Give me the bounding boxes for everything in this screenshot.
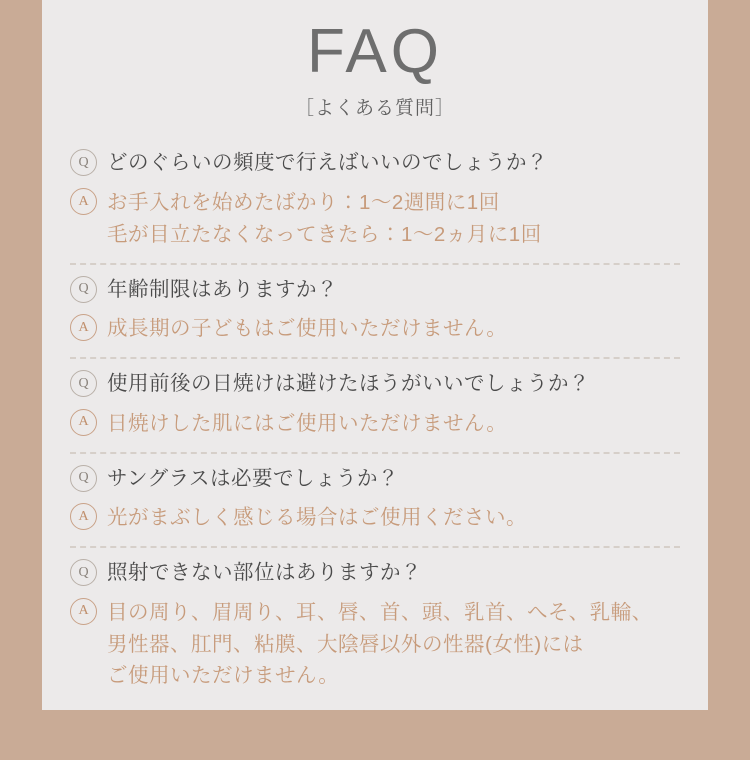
answer-badge-icon: A xyxy=(70,409,97,436)
faq-item xyxy=(70,359,680,454)
answer-badge-icon: A xyxy=(70,188,97,215)
faq-question-text: 年齢制限はありますか？ xyxy=(107,277,338,301)
faq-answer-text xyxy=(107,309,507,345)
faq-item xyxy=(70,265,680,360)
faq-answer-line: ご使用いただけません。 xyxy=(107,664,340,688)
faq-answer-text xyxy=(107,183,542,251)
faq-answer-row xyxy=(70,183,680,251)
faq-answer-row xyxy=(70,404,680,440)
faq-item xyxy=(70,138,680,264)
faq-answer-text xyxy=(107,404,507,440)
faq-item xyxy=(70,548,680,704)
faq-answer-row xyxy=(70,309,680,345)
question-badge-icon: Q xyxy=(70,276,97,303)
faq-answer-text xyxy=(107,593,653,692)
faq-question-row xyxy=(70,460,680,495)
faq-list xyxy=(70,138,680,704)
faq-answer-line: 光がまぶしく感じる場合はご使用ください。 xyxy=(107,506,527,530)
faq-question-row xyxy=(70,554,680,589)
faq-answer-line: 男性器、肛門、粘膜、大陰唇以外の性器(女性)には xyxy=(107,632,584,656)
question-badge-icon: Q xyxy=(70,370,97,397)
faq-question-text: 使用前後の日焼けは避けたほうがいいでしょうか？ xyxy=(107,372,590,396)
faq-answer-line: お手入れを始めたばかり：1〜2週間に1回 xyxy=(107,191,500,215)
faq-question-row xyxy=(70,365,680,400)
faq-answer-line: 日焼けした肌にはご使用いただけません。 xyxy=(107,411,508,435)
question-badge-icon: Q xyxy=(70,465,97,492)
answer-badge-icon: A xyxy=(70,314,97,341)
faq-question-row xyxy=(70,144,680,179)
faq-answer-row xyxy=(70,498,680,534)
faq-question-row xyxy=(70,271,680,306)
faq-card xyxy=(42,0,708,710)
question-badge-icon: Q xyxy=(70,149,97,176)
faq-answer-line: 毛が目立たなくなってきたら：1〜2ヵ月に1回 xyxy=(107,222,542,246)
page-subtitle: ［よくある質問］ xyxy=(294,98,455,120)
faq-answer-row xyxy=(70,593,680,692)
question-badge-icon: Q xyxy=(70,559,97,586)
faq-answer-line: 成長期の子どもはご使用いただけません。 xyxy=(107,317,508,341)
answer-badge-icon: A xyxy=(70,503,97,530)
faq-answer-text xyxy=(107,498,527,534)
faq-header xyxy=(42,0,708,120)
faq-question-text: サングラスは必要でしょうか？ xyxy=(107,466,399,490)
faq-item xyxy=(70,454,680,549)
faq-question-text: 照射できない部位はありますか？ xyxy=(107,561,422,585)
faq-question-text: どのぐらいの頻度で行えばいいのでしょうか？ xyxy=(107,151,548,175)
faq-answer-line: 目の周り、眉周り、耳、唇、首、頭、乳首、へそ、乳輪、 xyxy=(107,600,653,624)
answer-badge-icon: A xyxy=(70,598,97,625)
page-title: FAQ xyxy=(306,17,444,86)
